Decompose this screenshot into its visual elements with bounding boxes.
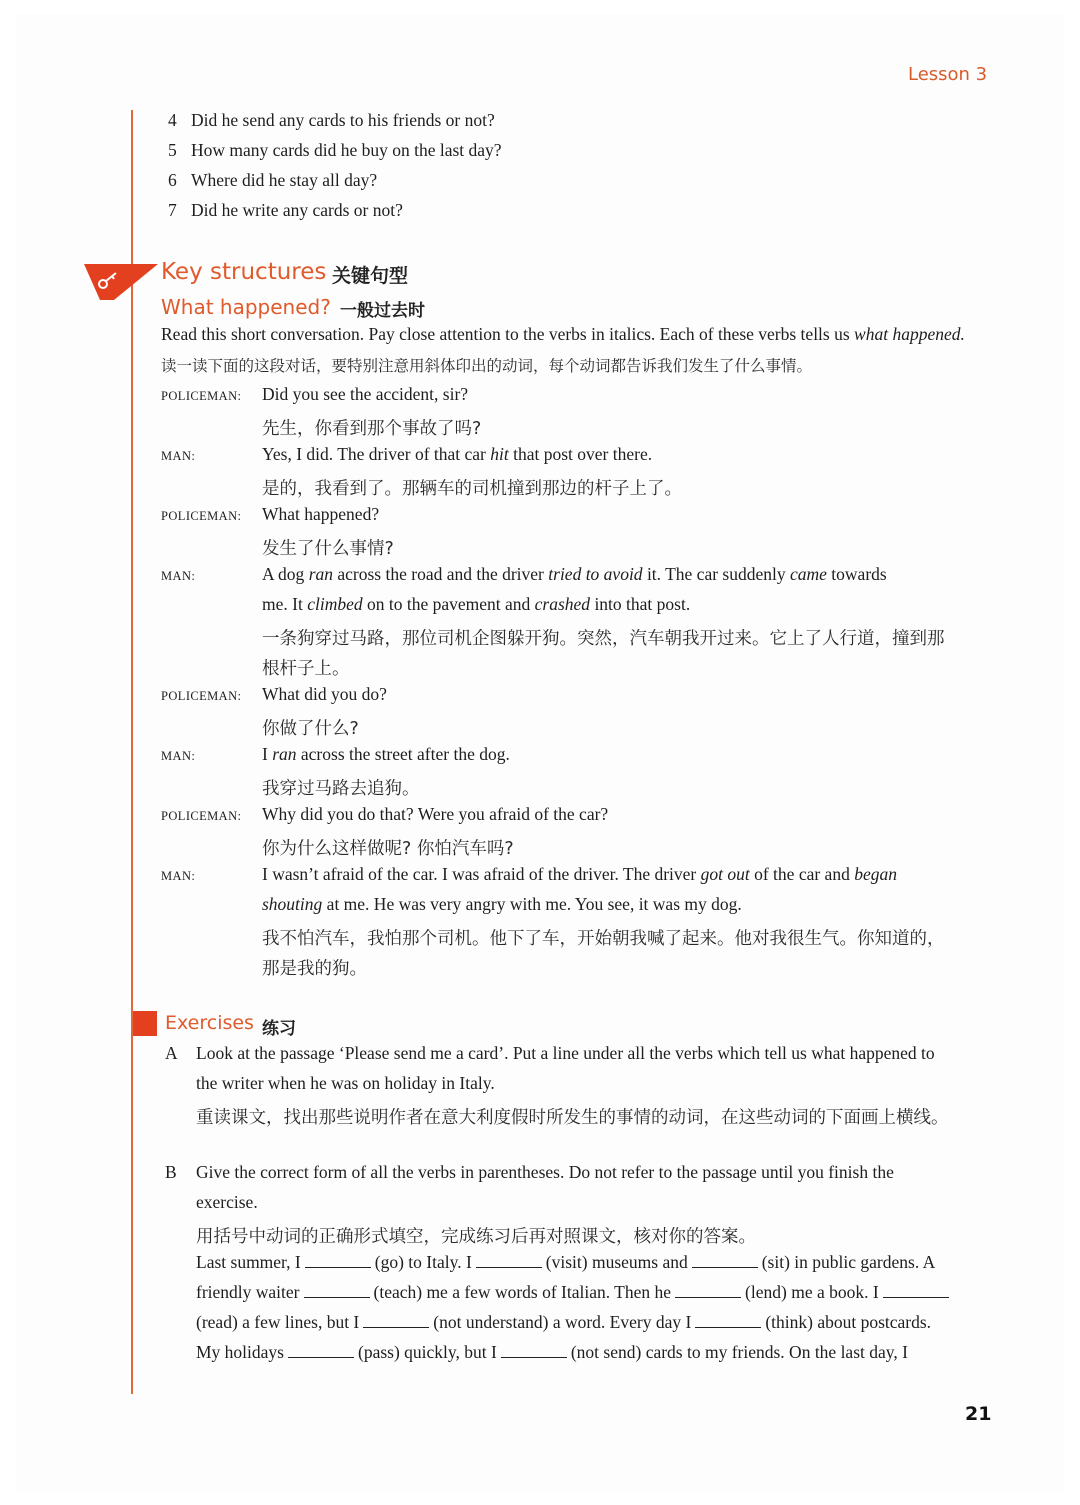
dialogue-line: What did you do? — [262, 684, 387, 704]
question-item: 7 Did he write any cards or not? — [168, 200, 403, 220]
dialogue-line-zh: 你做了什么? — [262, 719, 359, 739]
answer-blank[interactable] — [675, 1283, 741, 1298]
exercises-title: Exercises — [165, 1012, 254, 1034]
key-structures-title: Key structures — [161, 259, 327, 285]
dialogue-line: A dog ran across the road and the driver tried to avoid it. The car suddenly came towards — [262, 564, 887, 584]
intro-text-zh: 读一读下面的这段对话，要特别注意用斜体印出的动词，每个动词都告诉我们发生了什么事情。 — [161, 357, 813, 375]
exercise-instruction: exercise. — [196, 1192, 258, 1212]
answer-blank[interactable] — [883, 1283, 949, 1298]
answer-blank[interactable] — [501, 1343, 567, 1358]
dialogue-line-zh: 根杆子上。 — [262, 659, 350, 679]
intro-text: Read this short conversation. Pay close attention to the verbs in italics. Each of these verbs tells us what happened. — [161, 324, 965, 344]
answer-blank[interactable] — [692, 1253, 758, 1268]
fill-in-row: (read) a few lines, but I (not understand) a word. Every day I (think) about postcards. — [196, 1312, 932, 1332]
dialogue-line: I ran across the street after the dog. — [262, 744, 510, 764]
dialogue-line: shouting at me. He was very angry with me. You see, it was my dog. — [262, 894, 742, 914]
question-item: 5 How many cards did he buy on the last day? — [168, 140, 502, 160]
speaker-label: POLICEMAN: — [161, 689, 242, 703]
exercise-instruction: Look at the passage ‘Please send me a card’. Put a line under all the verbs which tell us what happened to — [196, 1043, 935, 1063]
fill-in-row: friendly waiter (teach) me a few words of Italian. Then he (lend) me a book. I — [196, 1282, 953, 1303]
answer-blank[interactable] — [305, 1253, 371, 1268]
answer-blank[interactable] — [363, 1313, 429, 1328]
speaker-label: MAN: — [161, 869, 196, 883]
dialogue-line-zh: 那是我的狗。 — [262, 959, 367, 979]
dialogue-line-zh: 一条狗穿过马路，那位司机企图躲开狗。突然，汽车朝我开过来。它上了人行道，撞到那 — [262, 629, 945, 649]
margin-rule — [131, 110, 133, 1394]
speaker-label: MAN: — [161, 749, 196, 763]
key-structures-title-zh: 关键句型 — [332, 265, 409, 287]
dialogue-line: me. It climbed on to the pavement and crashed into that post. — [262, 594, 691, 614]
speaker-label: MAN: — [161, 449, 196, 463]
dialogue-line-zh: 发生了什么事情? — [262, 539, 394, 559]
speaker-label: MAN: — [161, 569, 196, 583]
exercise-letter: A — [165, 1043, 178, 1063]
exercise-instruction: Give the correct form of all the verbs in parentheses. Do not refer to the passage until you finish the — [196, 1162, 894, 1182]
dialogue-line: I wasn’t afraid of the car. I was afraid of the driver. The driver got out of the car and began — [262, 864, 897, 884]
dialogue-line: Why did you do that? Were you afraid of the car? — [262, 804, 609, 824]
dialogue-line-zh: 你为什么这样做呢? 你怕汽车吗? — [262, 839, 514, 859]
answer-blank[interactable] — [304, 1283, 370, 1298]
subtitle-zh: 一般过去时 — [340, 301, 425, 321]
page-number: 21 — [965, 1403, 992, 1425]
speaker-label: POLICEMAN: — [161, 389, 242, 403]
fill-in-row: My holidays (pass) quickly, but I (not send) cards to my friends. On the last day, I — [196, 1342, 908, 1362]
fill-in-row: Last summer, I (go) to Italy. I (visit) museums and (sit) in public gardens. A — [196, 1252, 936, 1272]
answer-blank[interactable] — [476, 1253, 542, 1268]
what-happened-subtitle: What happened? — [161, 295, 331, 319]
speaker-label: POLICEMAN: — [161, 809, 242, 823]
speaker-label: POLICEMAN: — [161, 509, 242, 523]
question-item: 4 Did he send any cards to his friends or not? — [168, 110, 495, 130]
question-item: 6 Where did he stay all day? — [168, 170, 378, 190]
lesson-label: Lesson 3 — [908, 64, 988, 85]
dialogue-line-zh: 我穿过马路去追狗。 — [262, 779, 420, 799]
exercise-letter: B — [165, 1162, 177, 1182]
exercise-instruction: the writer when he was on holiday in Italy. — [196, 1073, 495, 1093]
dialogue-line: Did you see the accident, sir? — [262, 384, 469, 404]
exercise-instruction-zh: 用括号中动词的正确形式填空，完成练习后再对照课文，核对你的答案。 — [196, 1227, 756, 1247]
dialogue-line: What happened? — [262, 504, 380, 524]
answer-blank[interactable] — [695, 1313, 761, 1328]
dialogue-line-zh: 我不怕汽车，我怕那个司机。他下了车，开始朝我喊了起来。他对我很生气。你知道的， — [262, 929, 945, 949]
dialogue-line-zh: 先生，你看到那个事故了吗? — [262, 419, 482, 439]
dialogue-line-zh: 是的，我看到了。那辆车的司机撞到那边的杆子上了。 — [262, 479, 682, 499]
exercises-title-zh: 练习 — [262, 1019, 296, 1039]
answer-blank[interactable] — [288, 1343, 354, 1358]
key-icon — [96, 268, 120, 292]
section-tab — [133, 1011, 157, 1036]
dialogue-line: Yes, I did. The driver of that car hit that post over there. — [262, 444, 653, 464]
exercise-instruction-zh: 重读课文，找出那些说明作者在意大利度假时所发生的事情的动词，在这些动词的下面画上横线。 — [196, 1108, 949, 1128]
